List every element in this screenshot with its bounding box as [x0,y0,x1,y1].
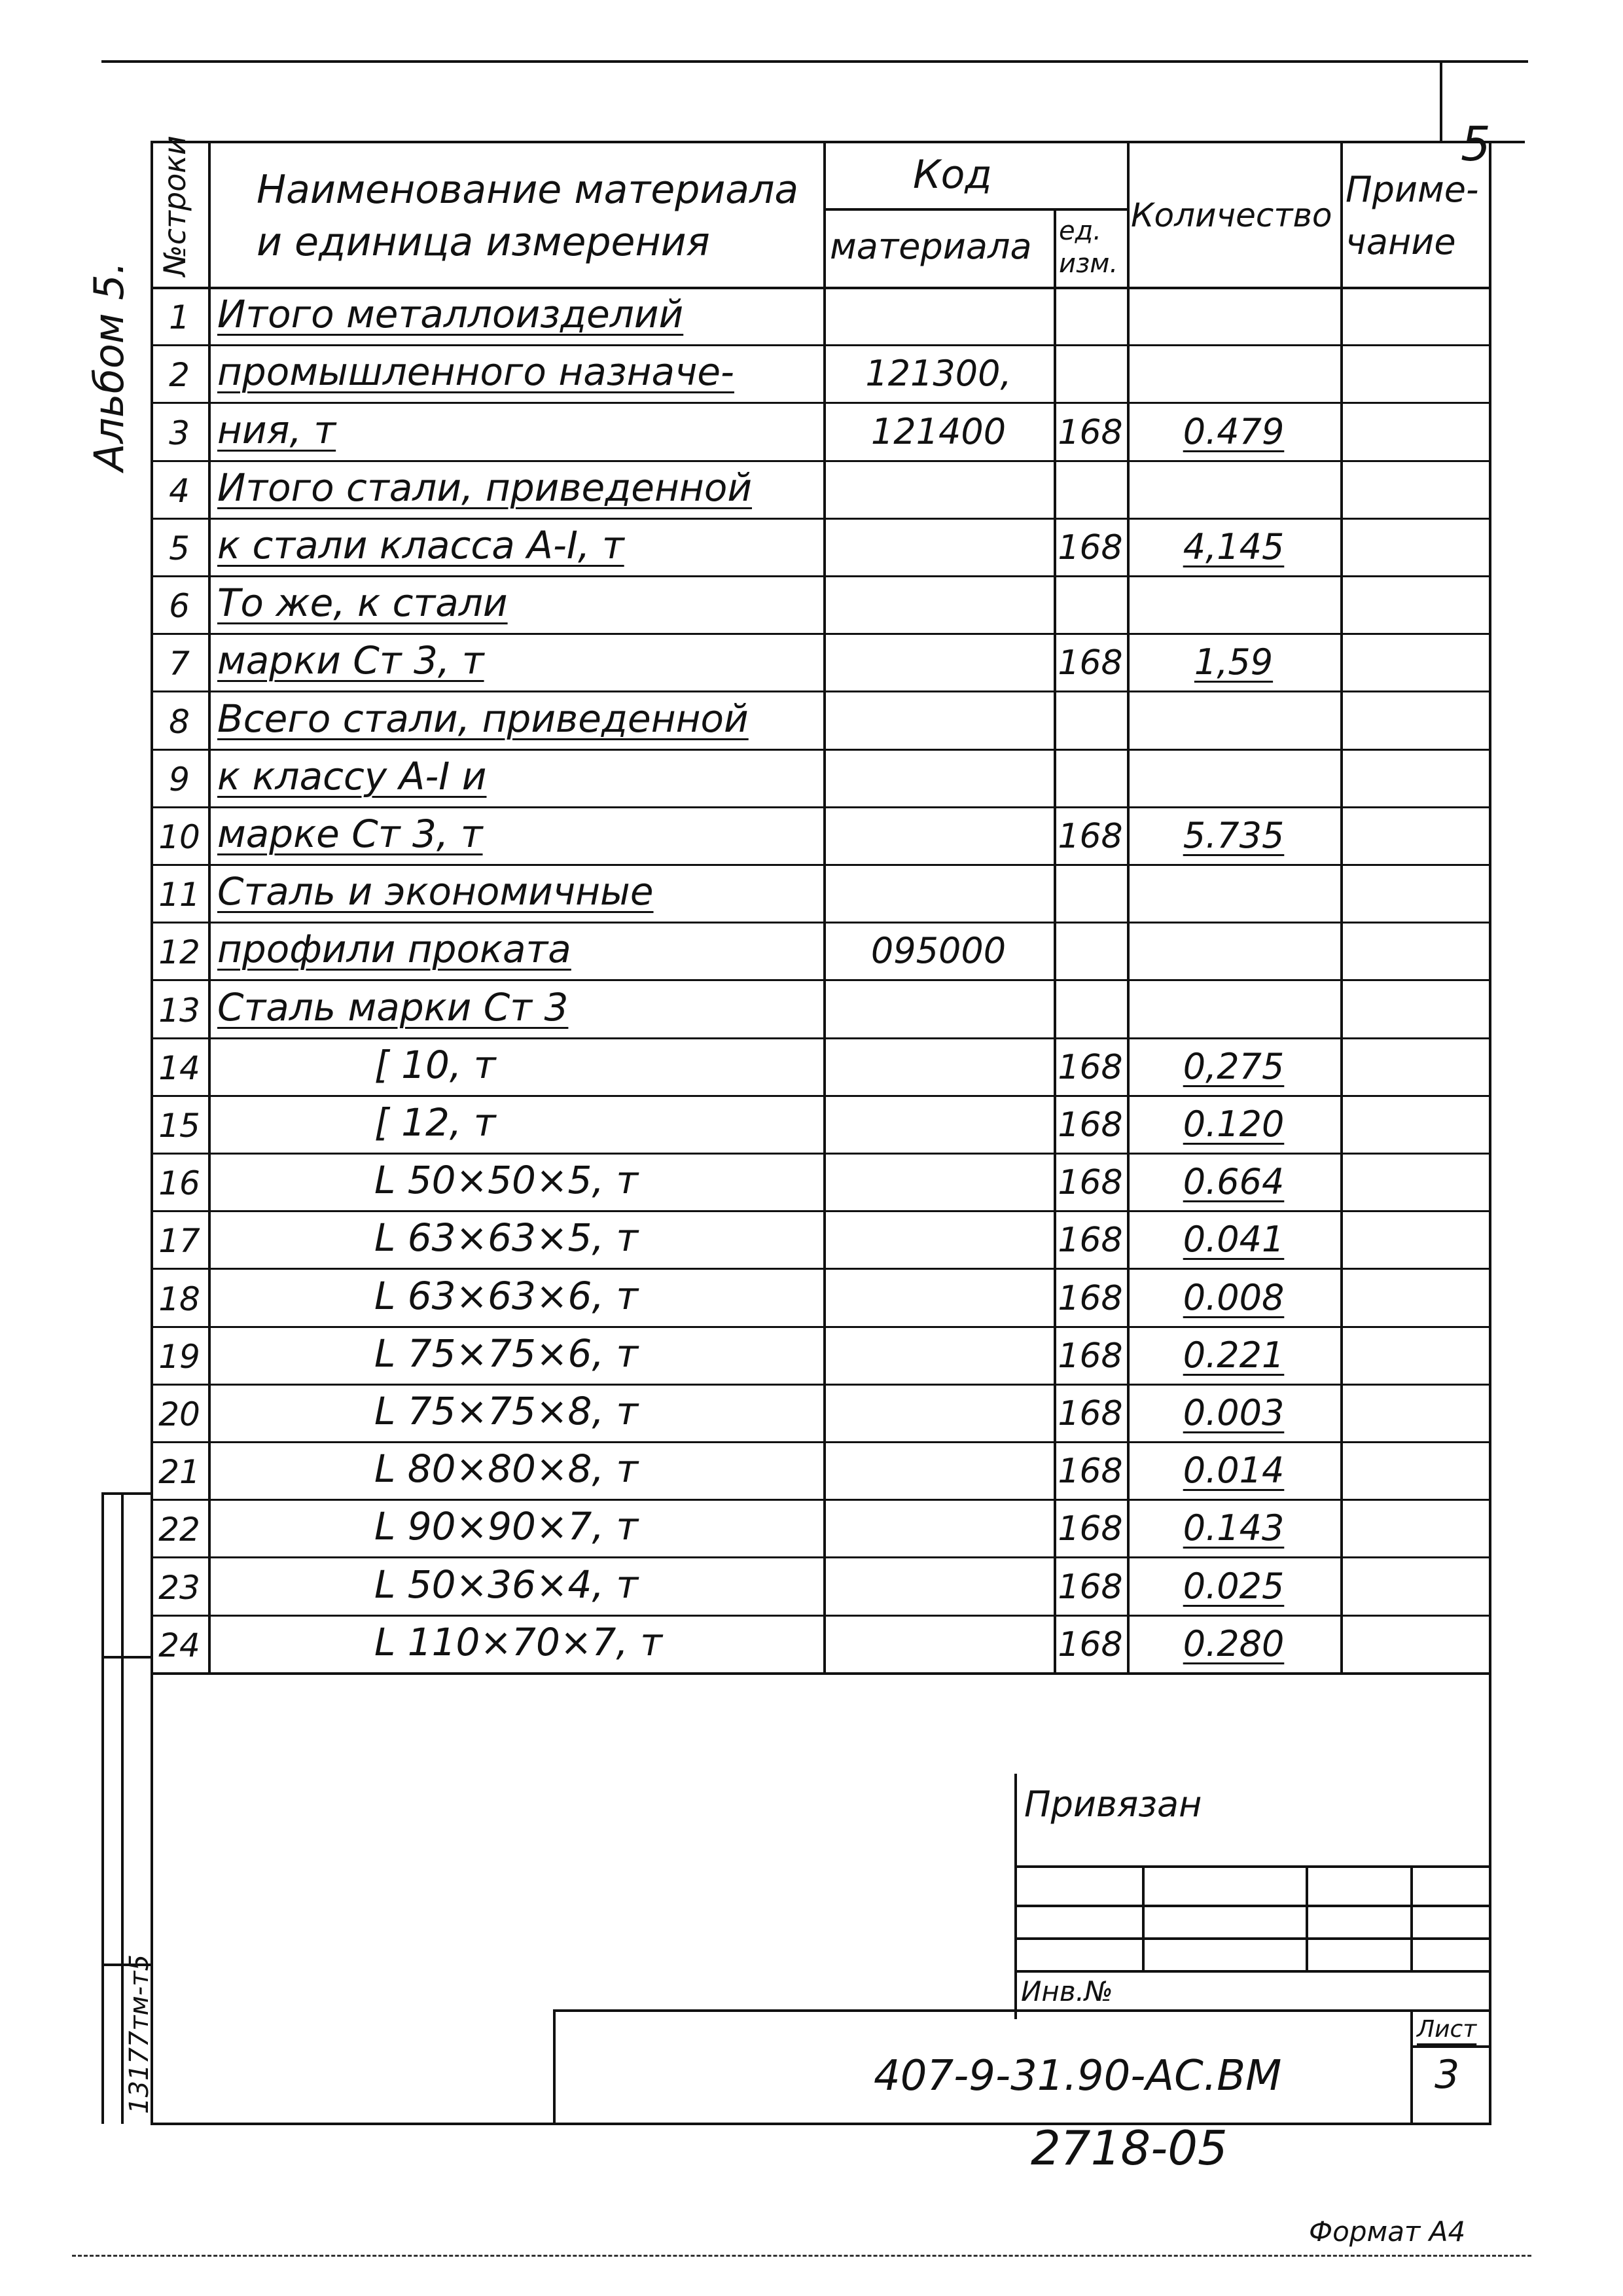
unit-code [1054,749,1127,798]
material-code [823,287,1054,336]
material-name [208,518,832,567]
unit-code [1054,691,1127,740]
quantity-value [1127,460,1340,510]
unit-code [1054,922,1127,971]
row-number: 15 [158,1106,200,1145]
code-subheader-line [823,208,1127,211]
material-name-text: Сталь марки Ст 3 [217,984,569,1030]
page-number: 5 [1461,117,1491,171]
material-name [208,691,832,740]
code-unit-header-line1: ед. [1059,216,1101,246]
stamp-col-a [1142,1865,1145,1970]
material-name-text: промышленного назначе- [217,350,734,395]
quantity-text: 0.221 [1183,1334,1285,1376]
material-code [823,1210,1054,1260]
material-name [208,287,832,336]
quantity-value [1127,1499,1340,1549]
row-number: 19 [158,1337,200,1376]
material-name [208,344,832,394]
quantity-value [1127,1441,1340,1491]
stamp-line-a [1014,1865,1489,1868]
side-strip-outer-line [101,1492,104,2124]
row-separator [151,864,1489,866]
unit-code [1054,287,1127,336]
bottom-number: 2718-05 [1031,2121,1228,2176]
material-code: 121300, [865,353,1012,395]
frame-inner-top-line [151,141,1525,143]
unit-code: 168 [1058,1221,1123,1261]
quantity-value [1127,922,1340,971]
unit-code: 168 [1058,1393,1123,1433]
material-name [208,979,832,1029]
row-separator [151,1326,1489,1328]
material-code [823,1615,1054,1664]
row-separator [151,1095,1489,1097]
material-name: [ 10, т [374,1042,496,1087]
unit-code [1054,864,1127,914]
quantity-value [1127,979,1340,1029]
row-number: 23 [158,1568,200,1607]
material-name [208,749,832,798]
quantity-text: 0,275 [1183,1045,1285,1087]
unit-code [1054,460,1127,510]
quantity-value [1127,1556,1340,1606]
attached-label: Привязан [1024,1784,1202,1825]
quantity-value [1127,1615,1340,1664]
quantity-text: 0.143 [1183,1507,1285,1549]
row-number: 8 [169,702,190,741]
album-label: Альбом 5. [85,261,133,471]
quantity-value [1127,575,1340,625]
side-strip-inner-line [121,1492,124,2124]
material-name-text: То же, к стали [217,581,508,626]
material-name-text: ния, т [217,407,336,452]
material-name-text: к классу А-I и [217,753,487,798]
row-separator [151,518,1489,520]
row-number: 11 [158,876,200,914]
unit-code: 168 [1058,1509,1123,1549]
quantity-header: Количество [1131,196,1332,234]
material-name: L 75×75×8, т [374,1388,639,1433]
material-name [208,806,832,856]
quantity-value [1127,806,1340,856]
quantity-value [1127,1384,1340,1433]
quantity-text: 5.735 [1183,814,1285,856]
material-name [208,402,832,452]
unit-code: 168 [1058,643,1123,683]
row-separator [151,1499,1489,1501]
page-bottom-dashed-line [72,2255,1531,2257]
material-name-text: Сталь и экономичные [217,869,654,914]
row-number: 5 [169,529,190,567]
title-block-left-line [553,2009,556,2124]
material-code [823,1441,1054,1491]
material-code [823,633,1054,683]
side-strip-top-line [101,1492,151,1495]
row-number: 14 [158,1049,200,1087]
material-name-text: Всего стали, приведенной [217,696,749,741]
quantity-value [1127,1268,1340,1318]
material-code [823,1556,1054,1606]
row-separator [151,1210,1489,1212]
stamp-line-b [1014,1905,1489,1907]
row-separator [151,344,1489,346]
row-number: 9 [169,760,190,798]
row-number: 17 [158,1222,200,1261]
material-name: L 110×70×7, т [374,1619,663,1664]
row-number: 16 [158,1164,200,1203]
material-code [823,1095,1054,1145]
material-code [823,1384,1054,1433]
title-block-top-line [553,2009,1489,2012]
quantity-text: 0.014 [1183,1450,1285,1492]
stamp-col-c [1410,1865,1413,1970]
material-name [208,633,832,683]
row-separator [151,1384,1489,1386]
row-separator [151,1615,1489,1617]
material-name: L 63×63×6, т [374,1273,639,1318]
name-header-line1: Наименование материала [257,167,799,213]
unit-code: 168 [1058,1047,1123,1087]
stamp-line-c [1014,1937,1489,1940]
row-number: 1 [169,298,190,337]
row-number: 24 [158,1626,200,1664]
material-code [823,1037,1054,1087]
unit-code: 168 [1058,1567,1123,1607]
frame-bottom-line [151,2123,1491,2125]
material-name: L 50×36×4, т [374,1562,639,1607]
row-separator [151,979,1489,981]
quantity-text: 1,59 [1194,641,1274,683]
row-number: 21 [158,1453,200,1492]
row-number: 12 [158,933,200,972]
material-name: [ 12, т [374,1100,496,1145]
quantity-text: 0.003 [1183,1391,1285,1433]
quantity-value [1127,633,1340,683]
material-code [823,864,1054,914]
material-code [823,691,1054,740]
material-name [208,864,832,914]
row-separator [151,460,1489,462]
material-name: L 63×63×5, т [374,1215,639,1261]
row-separator [151,1441,1489,1443]
stamp-col-b [1306,1865,1308,1970]
sheet-cell-mid-line [1410,2045,1489,2048]
material-name-text: марке Ст 3, т [217,811,483,856]
material-name-text: к стали класса А-I, т [217,522,624,567]
row-number: 3 [169,414,190,452]
row-separator [151,1153,1489,1155]
quantity-value [1127,1326,1340,1376]
page-number-box-left [1440,60,1442,142]
material-name-text: марки Ст 3, т [217,638,484,683]
material-code [823,806,1054,856]
row-separator [151,1556,1489,1558]
name-header-line2: и единица измерения [257,219,710,265]
unit-code: 168 [1058,1336,1123,1376]
material-code [823,1268,1054,1318]
material-name: L 75×75×6, т [374,1331,639,1376]
material-code [823,518,1054,567]
sheet-number: 3 [1435,2052,1460,2098]
sheet-label: Лист [1417,2016,1477,2043]
quantity-value [1127,1153,1340,1202]
material-name [208,460,832,510]
quantity-value [1127,518,1340,567]
material-code [823,460,1054,510]
row-separator [151,1037,1489,1039]
inventory-number-label: Инв.№ [1021,1975,1113,2007]
unit-code: 168 [1058,1624,1123,1664]
format-label: Формат А4 [1309,2215,1466,2248]
unit-code [1054,979,1127,1029]
code-header: Код [913,152,992,198]
row-separator [151,922,1489,924]
unit-code: 168 [1058,1278,1123,1318]
code-material-header: материала [830,226,1032,267]
unit-code: 168 [1058,528,1123,567]
material-code [823,1326,1054,1376]
note-header-line1: Приме- [1346,169,1479,210]
quantity-value [1127,344,1340,394]
material-code [823,1153,1054,1202]
material-name-text: Итого стали, приведенной [217,465,753,510]
row-number: 22 [158,1511,200,1549]
quantity-text: 0.008 [1183,1276,1285,1318]
unit-code: 168 [1058,1452,1123,1492]
row-number: 10 [158,817,200,856]
material-name-text: Итого металлоизделий [217,292,684,337]
row-number: 20 [158,1395,200,1433]
material-name [208,575,832,625]
frame-right-line [1489,141,1491,2124]
quantity-text: 0.280 [1183,1623,1285,1664]
quantity-value [1127,1210,1340,1260]
row-separator [151,575,1489,577]
quantity-value [1127,402,1340,452]
quantity-text: 0.664 [1183,1161,1285,1203]
material-code [823,575,1054,625]
stamp-left-line [1014,1774,1017,2019]
row-number: 2 [169,356,190,395]
row-number: 13 [158,991,200,1030]
quantity-text: 0.025 [1183,1565,1285,1607]
quantity-value [1127,864,1340,914]
row-separator [151,633,1489,635]
unit-code [1054,344,1127,394]
quantity-value [1127,1037,1340,1087]
unit-code: 168 [1058,816,1123,856]
document-designation: 407-9-31.90-АС.ВМ [874,2052,1282,2100]
side-strip-mid-line [101,1656,151,1659]
material-code: 121400 [870,410,1007,452]
row-separator [151,691,1489,692]
row-number: 18 [158,1280,200,1318]
material-name [208,922,832,971]
material-name: L 90×90×7, т [374,1504,639,1549]
quantity-value [1127,691,1340,740]
row-number-header: №строки [157,135,192,276]
quantity-value [1127,1095,1340,1145]
quantity-text: 0.479 [1183,410,1285,452]
row-separator [151,749,1489,751]
note-header-line2: чание [1346,221,1456,262]
material-name: L 80×80×8, т [374,1446,639,1492]
quantity-text: 0.041 [1183,1219,1285,1261]
unit-code: 168 [1058,1105,1123,1145]
stamp-line-d [1014,1970,1489,1973]
unit-code: 168 [1058,412,1123,452]
code-unit-header-line2: изм. [1059,249,1118,279]
row-number: 7 [169,645,190,683]
quantity-value [1127,749,1340,798]
material-code: 095000 [870,930,1007,972]
unit-code [1054,575,1127,625]
row-separator [151,806,1489,808]
side-stamp-number: 13177тм-т5 [124,1954,154,2114]
unit-code: 168 [1058,1163,1123,1203]
frame-top-line [101,60,1528,63]
row-number: 4 [169,471,190,510]
material-code [823,979,1054,1029]
row-separator [151,402,1489,404]
quantity-text: 4,145 [1183,526,1285,567]
quantity-value [1127,287,1340,336]
material-name-text: профили проката [217,927,571,972]
sheet-cell-left-line [1410,2009,1413,2124]
row-number: 6 [169,587,190,626]
quantity-text: 0.120 [1183,1103,1285,1145]
material-name: L 50×50×5, т [374,1158,639,1203]
material-code [823,749,1054,798]
table-bottom-line [151,1672,1489,1675]
row-separator [151,1268,1489,1270]
material-code [823,1499,1054,1549]
